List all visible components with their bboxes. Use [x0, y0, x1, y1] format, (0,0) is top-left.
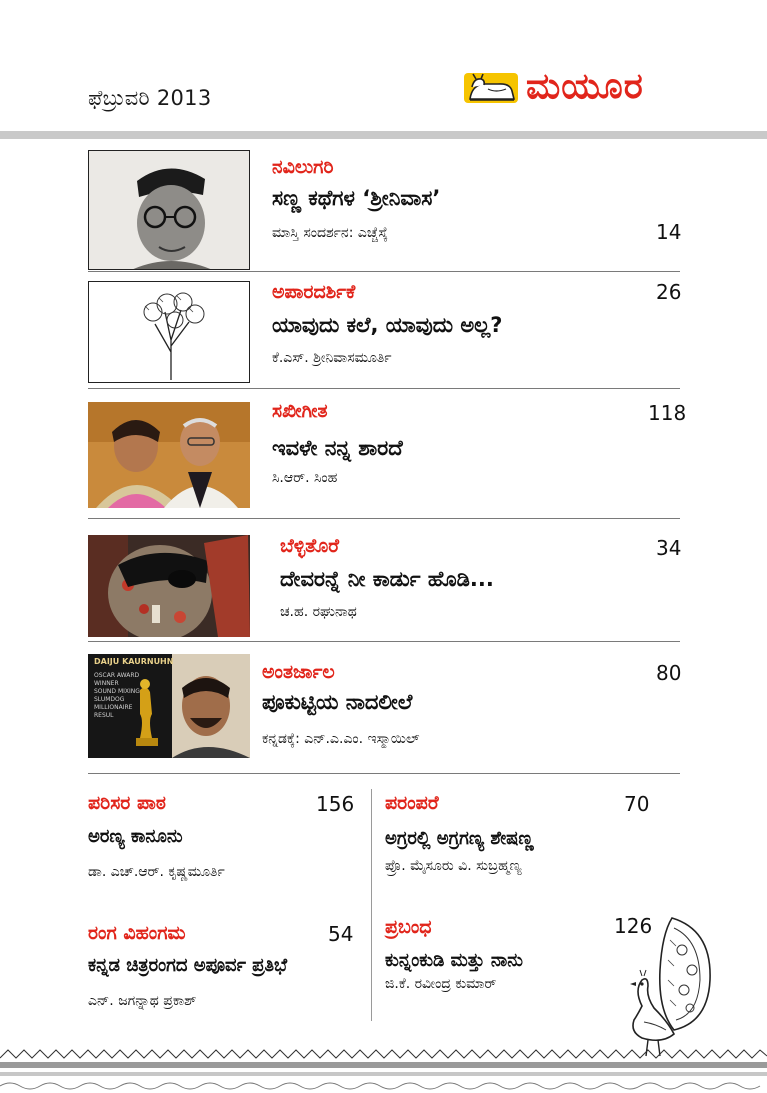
- page-number: 14: [656, 220, 682, 244]
- article-byline: ಕೆ.ಎಸ್. ಶ್ರೀನಿವಾಸಮೂರ್ತಿ: [272, 350, 392, 366]
- article-title: ಇವಳೇ ನನ್ನ ಶಾರದೆ: [272, 436, 403, 460]
- decorative-border: [0, 1046, 767, 1093]
- section-label: ಅಂತರ್ಜಾಲ: [262, 661, 335, 683]
- oscar-poster-thumbnail: [88, 654, 250, 758]
- column-divider: [371, 789, 372, 1021]
- brand-name: ಮಯೂರ: [526, 66, 644, 107]
- portrait-thumbnail: [88, 150, 250, 270]
- peacock-illustration-icon: [612, 910, 717, 1060]
- article-byline: ಎನ್. ಜಗನ್ನಾಥ ಪ್ರಕಾಶ್: [88, 993, 197, 1009]
- section-label: ರಂಗ ವಿಹಂಗಮ: [88, 922, 186, 944]
- divider: [88, 518, 680, 519]
- issue-date: ಫೆಬ್ರುವರಿ 2013: [88, 86, 212, 110]
- article-title: ಅರಣ್ಯ ಕಾನೂನು: [88, 826, 183, 847]
- article-title: ಕನ್ನಡ ಚಿತ್ರರಂಗದ ಅಪೂರ್ವ ಪ್ರತಿಭೆ: [88, 955, 288, 976]
- section-label: ಪರಿಸರ ಪಾಠ: [88, 792, 166, 814]
- article-byline: ಸಿ.ಆರ್. ಸಿಂಹ: [272, 470, 338, 486]
- divider: [88, 773, 680, 774]
- article-byline: ಜಿ.ಕೆ. ರವೀಂದ್ರ ಕುಮಾರ್: [385, 976, 497, 992]
- article-byline: ಮಾಸ್ತಿ ಸಂದರ್ಶನ: ಎಚ್ಚೆಸ್ಕೆ: [272, 225, 388, 241]
- article-title: ಸಣ್ಣ ಕಥೆಗಳ ‘ಶ್ರೀನಿವಾಸ’: [272, 186, 441, 210]
- poster-credits: OSCAR AWARD WINNER SOUND MIXING SLUMDOG MILLIONAIRE RESUL: [94, 672, 140, 719]
- page-number: 126: [614, 914, 653, 938]
- page-number: 80: [656, 661, 682, 685]
- article-title: ಕುನ್ನಂಕುಡಿ ಮತ್ತು ನಾನು: [385, 950, 523, 971]
- tree-sketch-thumbnail: [88, 281, 250, 383]
- film-still-thumbnail: [88, 535, 250, 637]
- article-title: ಅಗ್ರರಲ್ಲಿ ಅಗ್ರಗಣ್ಯ ಶೇಷಣ್ಣ: [385, 828, 534, 849]
- page-number: 34: [656, 536, 682, 560]
- divider: [88, 388, 680, 389]
- page-number: 118: [648, 401, 687, 425]
- article-byline: ಚ.ಹ. ರಘುನಾಥ: [280, 604, 357, 620]
- section-label: ಅಪಾರದರ್ಶಿಕೆ: [272, 281, 356, 303]
- couple-photo-thumbnail: [88, 402, 250, 508]
- section-label: ಸಖೀಗೀತ: [272, 400, 328, 422]
- header-rule: [0, 131, 767, 139]
- page-number: 54: [328, 922, 354, 946]
- section-label: ಪರಂಪರೆ: [385, 792, 439, 814]
- page-number: 70: [624, 792, 650, 816]
- section-label: ಪ್ರಬಂಧ: [385, 916, 432, 938]
- article-byline: ಕನ್ನಡಕ್ಕೆ: ಎನ್.ಎ.ಎಂ. ಇಸ್ಮಾಯಿಲ್: [262, 731, 420, 747]
- article-byline: ಡಾ. ಎಚ್.ಆರ್. ಕೃಷ್ಣಮೂರ್ತಿ: [88, 864, 225, 880]
- section-label: ಬೆಳ್ಳಿತೊರೆ: [280, 535, 340, 557]
- divider: [88, 271, 680, 272]
- article-title: ಯಾವುದು ಕಲೆ, ಯಾವುದು ಅಲ್ಲ?: [272, 313, 503, 337]
- masthead: [462, 66, 644, 108]
- section-label: ನವಿಲುಗರಿ: [272, 156, 334, 178]
- article-title: ಪೂಕುಟ್ಟಿಯ ನಾದಲೀಲೆ: [262, 690, 413, 714]
- article-byline: ಪ್ರೊ. ಮೈಸೂರು ವಿ. ಸುಬ್ರಹ್ಮಣ್ಯ: [385, 858, 522, 874]
- article-title: ದೇವರನ್ನೆ ನೀ ಕಾರ್ಡು ಹೊಡಿ...: [280, 567, 494, 591]
- nandi-logo-icon: [462, 67, 520, 107]
- divider: [88, 641, 680, 642]
- page-number: 26: [656, 280, 682, 304]
- poster-title: DAIJU KAURNUHN: [94, 657, 174, 666]
- page-number: 156: [316, 792, 355, 816]
